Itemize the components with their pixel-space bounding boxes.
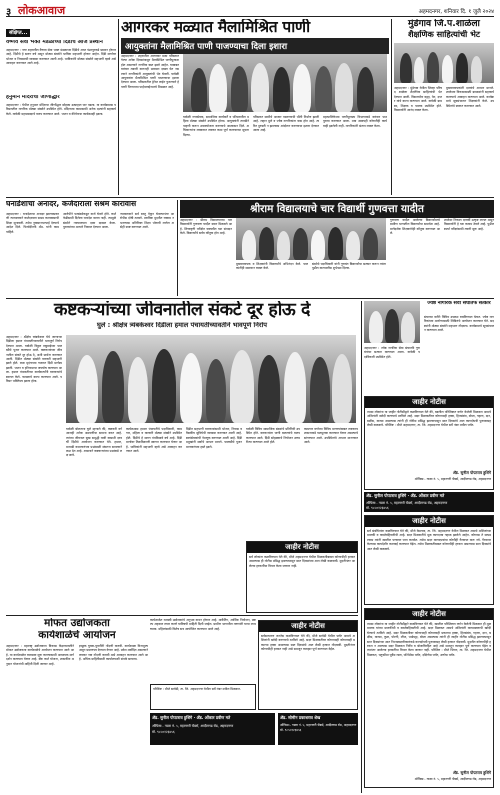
right-notice-2-title: जाहीर नोटीस — [365, 516, 493, 527]
right-notice-3-address: ऑफिस:- गाळा नं. ५, महानगरी चेंबर्स, आदीलगड रोड, अहमदनगर — [414, 777, 491, 781]
brief-label: संक्षिप्त... — [6, 29, 30, 37]
brief-story-title-1: वैष्णव सेवा भक्त मंडळाच्या दिंडीचे आज प्रस्थान — [6, 40, 103, 45]
main-text-col2: यावेळी बोलताना घुले म्हणाले की, कष्टकरी वर्ग आजही अनेक अडचणींचा सामना करत आहे. त्यांच्या जीवनात सुख समृद्धी यावी यासाठी दरवर्षी दिंडीचे आयोजन करण्यात येते. हमाल, माथाडी कामगारांच्या प्रश्नांसाठी संघटना सातत्याने लढा देत आहे. शासनाने कष्टकऱ्यांच्या प्रश्नांकडे लक्ष द्यावे. — [66, 427, 122, 458]
brief-column — [6, 19, 116, 195]
page-number: ३ — [6, 7, 12, 18]
school-donation-story — [394, 19, 494, 195]
school-donation-title-2: शैक्षणिक साहित्यांची भेट — [407, 29, 481, 39]
right-advocate-banner-mobile: मो. ९८५०१२३४५६ — [366, 506, 389, 510]
main-text-col1: अहमदनगर : श्रीक्षेत्र त्र्यंबकेश्वर येथे जाणाऱ्या दिंडीला हमाल पंचायतीच्यावतीने भावपूर्ण निरोप देण्यात आला. यावेळी विठ्ठल रखुमाईच्या पालखीचे पूजन करण्यात आले. कष्टकऱ्यांच्या जीवनातील संकटे दूर होऊ दे, अशी प्रार्थना करण्यात आली. दिंडीत मोठ्या संख्येने वारकरी सहभागी झाले होते. टाळ मृदंगाच्या गजरात दिंडी मार्गस्थ झाली. भजन व हरिनामाचा जयघोष करण्यात आला. हमाल पंचायतीच्या कार्यकर्त्यांनी वारकऱ्यांचे स्वागत केले. फराळाचे वाटप करण्यात आले. परिसर भक्तिमय झाला होता. — [6, 335, 62, 384]
main-text-col4: दिंडीत सहभागी वारकऱ्यांसाठी भोजन, निवास व वैद्यकीय सुविधेची व्यवस्था करण्यात आली आहे. स्वयंसेवकांची नेमणूक करण्यात आली आहे. दिंडी प्रमुखांनी सर्वांचे आभार मानले. पालखीचे पूजन मान्यवरांच्या हस्ते झाले. — [186, 427, 242, 449]
camp-title-2: कार्यशाळेचे आयोजन — [38, 629, 116, 641]
camp-continuation — [150, 618, 256, 680]
masthead — [6, 3, 494, 17]
right-notice-2-text: सर्व संबंधितांना कळविण्यात येते की, मौजे केडगाव, ता. जि. अहमदनगर येथील मिळकत आमचे अशिलांच्या मालकी व कब्जेवहिवाटीची आहे. सदर मिळकतीचे मूळ कागदपत्र गहाळ झालेले आहेत. कोणास ते सापडल्यास त्यांनी खालील पत्त्यावर परत करावेत. तसेच सदर कागदपत्रांचा कोणीही गैरवापर करू नये. गैरवापर केल्यास कायदेशीर कारवाई करण्यात येईल. तसेच मिळकतीबाबत कोणाचीही हरकत असल्यास सात दिवसांचे आत लेखी कळवावे. — [367, 529, 491, 551]
lead-text-col3: परिसरात साथीचे आजार पसरण्याची भीती निर्माण झाली आहे. लहान मुले व ज्येष्ठ नागरिकांना त्रास होत आहे. त्वरित दुरुस्ती न झाल्यास आंदोलन करण्याचा इशारा देण्यात आला आहे. — [253, 115, 319, 133]
main-subtitle: घुले : श्रीक्षेत्र त्र्यंबकेश्वर दिंडीला हमाल पंचायतीच्यावतीने भावपूर्ण निरोप — [96, 322, 268, 330]
bottom-banner-1-name-1: ॲड. सुनील पोपटराव हुशिंगे — [152, 715, 193, 720]
right-notice-1-address: ऑफिस:- गाळा नं. ५, महानगरी चेंबर्स, आदीलगड रोड, अहमदनगर — [414, 477, 491, 481]
bottom-banner-1-mobile: मो. ९८५०१२३४५६ — [152, 730, 175, 734]
lead-title: आगरकर मळ्यात मैलामिश्रित पाणी — [121, 19, 310, 36]
merit-text-col4: गुणवत्ता यादीत आलेल्या विद्यार्थ्यांमध्ये ग्रामीण भागातील विद्यार्थ्यांचा समावेश आहे. मार्गदर्शक शिक्षकांचेही कौतुक करण्यात आले. — [390, 218, 440, 236]
cheque-text-col1: अहमदनगर : धनादेशाचा अनादर झाल्याप्रकरणी न्यायालयाने कर्जदाराला सश्रम कारावासाची शिक्षा सुनावली. तसेच नुकसानभरपाई देण्याचे आदेश दिले. फिर्यादीतर्फे ॲड. यांनी काम पाहिले. — [6, 212, 59, 234]
lead-story — [121, 19, 389, 195]
right-advocate-banner — [364, 492, 494, 512]
right-advocate-banner-name-1: ॲड. सुनील पोपटराव हुशिंगे — [366, 493, 407, 498]
main-inner-notice-text: सर्व लोकांना कळविण्यात येते की, मौजे अहमदनगर येथील मिळकतीबाबत कोणाचीही हरकत असल्यास ही नोटीस प्रसिद्ध झाल्यापासून सात दिवसांच्या आत लेखी कळवावी. मुदतीनंतर आलेल्या हरकतींचा विचार केला जाणार नाही. — [249, 555, 355, 568]
main-title: कष्टकऱ्यांच्या जीवनातील संकटे दूर होऊ दे — [54, 301, 310, 320]
main-text-col6: कामगार वर्गाच्या विविध मागण्यांबाबत लवकरच शासनाकडे पाठपुरावा करण्यात येणार असल्याचे सांगण्यात आले. उपस्थितांचे आभार मानण्यात आले. — [304, 427, 358, 445]
lead-subtitle: आयुक्तांना मैलामिश्रित पाणी पाजण्याचा दिला इशारा — [121, 38, 389, 54]
merit-title: श्रीराम विद्यालयाचे चार विद्यार्थी गुणवत्ता यादीत — [180, 200, 494, 218]
school-donation-photo — [394, 43, 494, 83]
merit-photo — [236, 218, 386, 260]
cheque-text-col2: आरोपीने पतसंस्थेकडून कर्ज घेतले होते. कर्जफेडीसाठी दिलेला धनादेश वटला नाही. त्यामुळे संस्थेने न्यायालयात दावा दाखल केला. पुराव्यांच्या आधारे निकाल देण्यात आला. — [63, 212, 116, 230]
right-notice-3-title: जाहीर नोटीस — [365, 609, 493, 620]
school-donation-title-1: मुंडेगाव जि.प.शाळेला — [408, 19, 480, 29]
brief-story-text-1: अहमदनगर : नगर शहरातील वैष्णव सेवा भक्त मंडळाच्या दिंडीचे आज पंढरपूरकडे प्रस्थान होणार आहे. दिंडीचे हे सलग वर्ष असून मोठ्या संख्येने भाविक सहभागी होणार आहेत. दिंडी मार्गावर भोजन व निवासाची व्यवस्था करण्यात आली आहे. भाविकांनी मोठ्या संख्येने सहभागी व्हावे असे आवाहन करण्यात आले आहे. — [6, 47, 116, 66]
camp-text-col2: इच्छुक युवक-युवतींनी नोंदणी करावी. कार्यशाळा विनामूल्य असून प्रमाणपत्र देण्यात येणार आहे. प्रवेश मर्यादित असल्याने लवकर नाव नोंदणी करावी असे आवाहन करण्यात आले आहे. अधिक माहितीसाठी कार्यालयाशी संपर्क साधावा. — [79, 644, 148, 662]
right-notice-3-text: तमाम लोकांना या जाहीर नोटीसीद्वारे कळविण्यात येते की, खालील परिशिष्टात वर्णन केलेली मिळकत ही मूळ मालक यांच्या मालकीची व कब्जेवहिवाटीची आहे. सदर मिळकत आमचे अशिलांनी कायमस्वरूपी खरेदी घेण्याचे ठरविले आहे. सदर मिळकतीवर कोणाचाही कोणत्याही प्रकारचा हक्क, हितसंबंध, गहाण, दान, बक्षीस, वारसा, कुळ, पोटगी, लीज, भाडेपट्टा, बोजा असल्यास त्यांनी ही जाहीर नोटीस प्रसिद्ध झाल्यापासून सात दिवसांच्या आत निम्नस्वाक्षरीकारांकडे कागदोपत्री पुराव्यासह लेखी हरकत नोंदवावी. मुदतीत कोणाचीही हरकत न आल्यास सदर मिळकत निर्वेध व बोजाविरहित आहे असे समजून व्यवहार पूर्ण करण्यात येईल व त्यानंतर आलेल्या हरकतींचा विचार केला जाणार नाही. परिशिष्ट : मौजे भिंगार, ता. जि. अहमदनगर येथील मिळकत, चतुःसीमा पूर्वेस रस्ता, पश्चिमेस प्लॉट, दक्षिणेस प्लॉट, उत्तरेस प्लॉट. — [367, 622, 491, 657]
main-inner-notice — [246, 541, 358, 613]
main-text-col3: कार्यक्रमास हमाल पंचायतीचे पदाधिकारी, कामगार, महिला व वारकरी मोठ्या संख्येने उपस्थित होते. दिंडीचे हे सलग पंचविसावे वर्ष आहे. दिंडी मार्गावर ठिकठिकाणी स्वागत करण्यात येणार आहे. भाविकांनी सहभागी व्हावे असे आवाहन करण्यात आले. — [126, 427, 182, 454]
right-notice-1-text: तमाम लोकांना या जाहीर नोटीसीद्वारे कळविण्यात येते की, खालील परिशिष्टात वर्णन केलेली मिळकत आमचे अशिलांनी खरेदी करण्याचे ठरविले आहे. सदर मिळकतीवर कोणाचाही हक्क, हितसंबंध, बोजा, गहाण, दान, बक्षीस, वारसा असल्यास त्यांनी ही नोटीस प्रसिद्ध झाल्यापासून सात दिवसांचे आत कागदोपत्री पुराव्यासह लेखी कळवावे. परिशिष्ट : मौजे अहमदनगर, ता. जि. अहमदनगर येथील सर्वे नंबर मधील प्लॉट. — [367, 410, 491, 428]
merit-story — [180, 200, 494, 296]
camp-title-1: मोफत उद्योजकता — [44, 618, 110, 629]
school-donation-text-col2: मुख्याध्यापकांनी दात्यांचे आभार मानले. शाळेच्या विकासासाठी ग्रामस्थांनी सहकार्य करण्याचे आवाहन करण्यात आले. कार्यक्रमाचे सूत्रसंचालन शिक्षकांनी केले. उपस्थितांचे स्वागत करण्यात आले. — [446, 86, 494, 108]
cheque-story — [6, 200, 174, 296]
lead-text-col4: महापालिकेच्या पाणीपुरवठा विभागाकडे वारंवार पाठपुरावा करण्यात आला. मात्र अद्यापही कोणतीही कार्यवाही झालेली नाही. नागरिकांनी संताप व्यक्त केला. — [323, 115, 387, 128]
lead-photo — [183, 54, 387, 112]
right-advocate-banner-names: ॲड. सुनील पोपटराव हुशिंगे · ॲड. ओंकार प्रवीण मते — [366, 493, 445, 498]
main-story — [6, 301, 358, 613]
camp-story — [6, 618, 148, 758]
cheque-title: घनाडेशाचा अनादर, कर्जदाराला सश्रम कारावास — [6, 200, 137, 208]
right-advocate-banner-address: ऑफिस:- गाळा नं. ५, महानगरी चेंबर्स, आदीलगड रोड, अहमदनगर — [366, 501, 448, 505]
bottom-banner-2-address: ऑफिस:- गाळा नं. ५, महानगरी चेंबर्स, आदीलगड रोड, अहमदनगर — [280, 723, 357, 727]
cheque-text-col3: न्यायालयाने सर्व बाजू ऐकून घेतल्यानंतर आरोपीस दोषी ठरवले. ठराविक मुदतीत रक्कम न भरल्यास अतिरिक्त शिक्षा भोगावी लागेल असेही स्पष्ट करण्यात आले. — [120, 212, 174, 230]
bottom-notice-title: जाहीर नोटीस — [259, 621, 357, 632]
side-strip-title: ज्येष्ठ नागरिक सेवा संघातर्फे सत्कार — [427, 301, 491, 306]
brief-story-text-2: अहमदनगर : येथील हनुमान मंदिराचा जीर्णोद्धार सोहळा उत्साहात पार पडला. या कार्यक्रमास परिसरातील नागरिक मोठ्या संख्येने उपस्थित होते. मंदिराच्या कामासाठी अनेक दात्यांनी सहकार्य केले. यावेळी महाप्रसादाचे वाटप करण्यात आले. भजन व कीर्तनाचा कार्यक्रमही झाला. — [6, 102, 116, 116]
right-notice-1-title: जाहीर नोटीस — [365, 397, 493, 408]
side-strip-photo — [364, 301, 420, 343]
bottom-banner-2 — [278, 713, 358, 745]
side-strip-text-col1: अहमदनगर : ज्येष्ठ नागरिक सेवा संघातर्फे गुणवंतांचा सत्कार करण्यात आला. यावेळी पदाधिकारी उपस्थित होते. — [364, 346, 420, 359]
right-advocate-banner-name-2: ॲड. ओंकार प्रवीण मते — [410, 493, 445, 498]
main-photo — [66, 335, 356, 423]
bottom-banner-1 — [150, 713, 275, 745]
bottom-banner-2-name: ॲड. सोमीन प्रकाशराव शेख — [280, 715, 321, 720]
bottom-banner-1-names: ॲड. सुनील पोपटराव हुशिंगे · ॲड. ओंकार प्रवीण मते — [152, 715, 231, 720]
right-notice-3 — [364, 608, 494, 788]
right-notice-1 — [364, 396, 494, 490]
bottom-banner-1-name-2: ॲड. ओंकार प्रवीण मते — [196, 715, 231, 720]
bottom-banner-1-address: ऑफिस:- गाळा नं. ५, महानगरी चेंबर्स, आदीलगड रोड, अहमदनगर — [152, 724, 234, 728]
right-side-strip — [364, 301, 494, 393]
camp-text-col1: अहमदनगर : महाराष्ट्र उद्योजकता विकास केंद्राच्यावतीने मोफत उद्योजकता कार्यशाळेचे आयोजन करण्यात आले आहे. या कार्यशाळेत व्यवसाय सुरू करण्यासाठी आवश्यक मार्गदर्शन करण्यात येणार आहे. बँक कर्ज योजना, शासकीय अनुदान योजनांची माहिती दिली जाणार आहे. — [6, 644, 74, 666]
brief-story-title-2: हनुमान मंदिराचा जीर्णोद्धार — [6, 94, 60, 100]
merit-text-col2: मुख्याध्यापक व शिक्षकांनी विद्यार्थ्यांचे अभिनंदन केले. पालकांनीही समाधान व्यक्त केले. — [236, 262, 308, 271]
right-notice-3-signature: ॲड. सुनील पोपटराव हुशिंगे — [452, 770, 491, 775]
bottom-notice — [258, 620, 358, 710]
date-line: अहमदनगर, शनिवार दि. १ जुलै २०२४ — [418, 9, 494, 15]
bottom-banner-2-mobile: मो. ९८५०१२३४५६ — [280, 728, 302, 732]
merit-text-col3: संस्थेचे पदाधिकारी यांनी गुणवंत विद्यार्थ्यांचा सत्कार करून त्यांना पुढील वाटचालीस शुभेच्छा दिल्या. — [312, 262, 386, 271]
right-notice-2 — [364, 515, 494, 605]
merit-text-col1: अहमदनगर : श्रीराम विद्यालयाच्या चार विद्यार्थ्यांनी गुणवत्ता यादीत स्थान मिळवले आहे. शिष्यवृत्ती परीक्षेत घवघवीत यश संपादन केले. विद्यार्थ्यांचे सर्वत्र कौतुक होत आहे. — [180, 218, 232, 236]
right-notice-1-signature: ॲड. सुनील पोपटराव हुशिंगे — [452, 470, 491, 475]
lead-text-col2: यावेळी नगरसेवक, सामाजिक कार्यकर्ते व परिसरातील महिला मोठ्या संख्येने उपस्थित होत्या. आयुक्तांनी तातडीने पाहणी करून उपाययोजना करण्याचे आश्वासन दिले. अधिकाऱ्यांना लवकरात लवकर काम पूर्ण करण्याच्या सूचना दिल्या. — [183, 115, 249, 137]
lead-text-col1: अहमदनगर : शहरातील आगरकर मळा परिसरात गेल्या अनेक दिवसांपासून मैलामिश्रित पाणीपुरवठा होत असल्याने नागरिक त्रस्त झाले आहेत. याबाबत वारंवार तक्रारी करूनही प्रशासन दखल घेत नसल्याने नागरिकांनी आयुक्तांची भेट घेतली. यावेळी आयुक्तांना मैलामिश्रित पाणी पाजण्याचा इशारा देण्यात आला. परिसरातील ड्रेनेज लाईन फुटल्याने हे पाणी पिण्याच्या पाईपलाईनमध्ये मिसळत आहे. — [121, 54, 179, 89]
side-strip-text-col2: संघाच्या वतीने विविध उपक्रम राबविण्यात येतात. ज्येष्ठ नागरिकांच्या आरोग्यासाठी शिबिरांचे आयोजन करण्यात येते. सदस्यांनी मोठ्या संख्येने सहभाग नोंदवला. कार्यक्रमाचे सूत्रसंचालन करण्यात आले. — [424, 315, 494, 333]
bottom-wide-notice — [150, 684, 256, 710]
merit-text-col5: शाळेचा निकाल दरवर्षी उत्कृष्ट लागत असून विद्यार्थ्यांनी हे यश कायम ठेवले आहे. पुढील स्पर्धा परीक्षांसाठी तयारी सुरू आहे. — [444, 218, 494, 231]
bottom-notice-text: सर्वसाधारण जनतेस कळविण्यात येते की, मौजे सावेडी येथील फ्लॅट आमचे अशिलांनी खरेदी करण्याचे ठरविले आहे. सदर मिळकतीवर कोणाचाही कोणत्याही प्रकारचा हक्क असल्यास सात दिवसांचे आत लेखी हरकत नोंदवावी. मुदतीनंतर कोणाचीही हरकत नाही असे समजून व्यवहार पूर्ण करण्यात येईल. — [261, 634, 355, 652]
paper-name: लोकआवाज — [18, 4, 66, 17]
camp-continuation-text: कार्यशाळेत यशस्वी उद्योजकांचे अनुभव कथन होणार आहे. मार्केटिंग, आर्थिक नियोजन, प्रकल्प अहवाल तयार करणे याविषयी माहिती दिली जाईल. ग्रामीण भागातील तरुणांनी याचा लाभ घ्यावा. महिलांसाठी विशेष सत्र आयोजित करण्यात आले आहे. — [150, 618, 256, 631]
bottom-wide-notice-text: परिशिष्ट : मौजे सावेडी, ता. जि. अहमदनगर येथील सर्वे नंबर मधील मिळकत. — [153, 687, 241, 691]
school-donation-text-col1: अहमदनगर : मुंडेगाव येथील जिल्हा परिषद शाळेला शैक्षणिक साहित्यांची भेट देण्यात आली. विद्यार्थ्यांना वह्या, पेन, दप्तर यांचे वाटप करण्यात आले. यावेळी ग्रामस्थ, शिक्षक व पालक उपस्थित होते. विद्यार्थ्यांनी आनंद व्यक्त केला. — [394, 86, 442, 113]
main-inner-notice-title: जाहीर नोटीस — [247, 542, 357, 553]
main-text-col5: यावेळी विविध सामाजिक संस्थांचे प्रतिनिधी उपस्थित होते. वारकऱ्यांना पाणी बाटल्यांचे वाटप करण्यात आले. दिंडी सोहळ्याचे नियोजन उत्तमरीत्या करण्यात आले होते. — [246, 427, 300, 445]
